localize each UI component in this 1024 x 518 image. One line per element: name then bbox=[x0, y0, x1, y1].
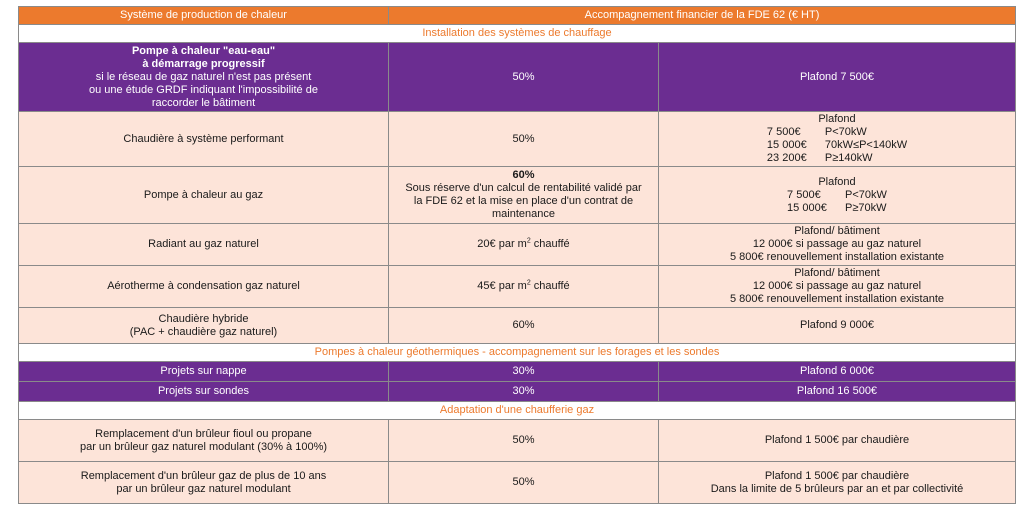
sondes-cap: Plafond 16 500€ bbox=[659, 382, 1016, 402]
section-adapt-row bbox=[19, 402, 1016, 420]
chaudiere-cap-l2-b: 70kW≤P<140kW bbox=[824, 139, 908, 151]
pac-gaz-cap bbox=[659, 167, 1016, 224]
chaudiere-cap-l1-a: 7 500€ bbox=[766, 126, 801, 138]
sondes-rate: 30% bbox=[389, 382, 659, 402]
aerotherme-cap bbox=[659, 266, 1016, 308]
aerotherme-cap-l3: 5 800€ renouvellement installation existante bbox=[729, 293, 945, 305]
hybride-name bbox=[19, 308, 389, 344]
table-row-pac-gaz bbox=[19, 167, 1016, 224]
hybride-cap: Plafond 9 000€ bbox=[659, 308, 1016, 344]
bruleur2-name-l1: Remplacement d'un brûleur gaz de plus de 10 ans bbox=[80, 469, 327, 482]
radiant-name: Radiant au gaz naturel bbox=[19, 224, 389, 266]
aerotherme-cap-l1: Plafond/ bâtiment bbox=[794, 267, 880, 279]
hybride-name-l2: (PAC + chaudière gaz naturel) bbox=[129, 325, 278, 338]
aerotherme-rate-b: chauffé bbox=[530, 280, 570, 292]
hybride-name-l1: Chaudière hybride bbox=[158, 312, 249, 325]
bruleur2-name bbox=[19, 462, 389, 504]
pac-gaz-rate-l4: maintenance bbox=[492, 208, 555, 220]
pac-eau-name-l5: raccorder le bâtiment bbox=[151, 96, 256, 109]
pac-eau-name-l1: Pompe à chaleur "eau-eau" bbox=[131, 44, 276, 57]
pac-gaz-cap-l2-b: P≥70kW bbox=[845, 201, 887, 214]
bruleur1-cap: Plafond 1 500€ par chaudière bbox=[659, 420, 1016, 462]
radiant-rate bbox=[389, 224, 659, 266]
funding-table bbox=[18, 6, 1016, 504]
table-row-bruleur1 bbox=[19, 420, 1016, 462]
pac-eau-rate: 50% bbox=[389, 43, 659, 112]
pac-eau-name-l4: ou une étude GRDF indiquant l'impossibilité de bbox=[89, 83, 318, 96]
section-geo-title: Pompes à chaleur géothermiques - accompagnement sur les forages et les sondes bbox=[19, 344, 1016, 362]
table-header-row bbox=[19, 7, 1016, 25]
radiant-cap-l2: 12 000€ si passage au gaz naturel bbox=[752, 238, 922, 250]
radiant-cap-l1: Plafond/ bâtiment bbox=[794, 225, 880, 237]
section-adapt-title: Adaptation d'une chaufferie gaz bbox=[19, 402, 1016, 420]
pac-gaz-rate bbox=[389, 167, 659, 224]
pac-gaz-cap-list bbox=[787, 189, 887, 215]
aerotherme-rate bbox=[389, 266, 659, 308]
chaudiere-cap-l3-a: 23 200€ bbox=[766, 152, 807, 164]
pac-eau-name-l3: si le réseau de gaz naturel n'est pas présent bbox=[95, 70, 312, 83]
radiant-rate-sup: 2 bbox=[526, 237, 531, 245]
table-row-hybride bbox=[19, 308, 1016, 344]
chaudiere-cap-title: Plafond bbox=[818, 113, 856, 125]
sondes-name: Projets sur sondes bbox=[19, 382, 389, 402]
radiant-rate-a: 20€ par m bbox=[477, 238, 527, 250]
table-row-pac-eau bbox=[19, 43, 1016, 112]
chaudiere-name: Chaudière à système performant bbox=[19, 112, 389, 167]
aerotherme-rate-sup: 2 bbox=[526, 279, 531, 287]
nappe-cap: Plafond 6 000€ bbox=[659, 362, 1016, 382]
radiant-cap bbox=[659, 224, 1016, 266]
pac-gaz-cap-l1-b: P<70kW bbox=[845, 188, 887, 201]
aerotherme-name: Aérotherme à condensation gaz naturel bbox=[19, 266, 389, 308]
bruleur2-name-l2: par un brûleur gaz naturel modulant bbox=[116, 482, 291, 495]
aerotherme-rate-a: 45€ par m bbox=[477, 280, 527, 292]
pac-gaz-cap-title: Plafond bbox=[818, 175, 856, 188]
chaudiere-cap-l1-b: P<70kW bbox=[824, 126, 867, 138]
table-row-bruleur2 bbox=[19, 462, 1016, 504]
pac-gaz-name: Pompe à chaleur au gaz bbox=[19, 167, 389, 224]
section-geo-row bbox=[19, 344, 1016, 362]
pac-gaz-cap-l2-a: 15 000€ bbox=[787, 201, 827, 214]
pac-gaz-rate-l3: la FDE 62 et la mise en place d'un contrat de bbox=[413, 195, 634, 207]
pac-eau-name-l2: à démarrage progressif bbox=[142, 57, 265, 70]
pac-eau-name bbox=[19, 43, 389, 112]
section-install-title: Installation des systèmes de chauffage bbox=[19, 25, 1016, 43]
bruleur1-name-l1: Remplacement d'un brûleur fioul ou propane bbox=[95, 427, 312, 440]
table-row-nappe bbox=[19, 362, 1016, 382]
header-system: Système de production de chaleur bbox=[19, 7, 389, 25]
bruleur2-cap-l2: Dans la limite de 5 brûleurs par an et par collectivité bbox=[710, 482, 964, 495]
table-row-chaudiere bbox=[19, 112, 1016, 167]
chaudiere-rate: 50% bbox=[389, 112, 659, 167]
bruleur1-rate: 50% bbox=[389, 420, 659, 462]
chaudiere-cap bbox=[659, 112, 1016, 167]
pac-eau-cap: Plafond 7 500€ bbox=[659, 43, 1016, 112]
table-row-sondes bbox=[19, 382, 1016, 402]
pac-gaz-cap-l1-a: 7 500€ bbox=[787, 188, 821, 201]
hybride-rate: 60% bbox=[389, 308, 659, 344]
pac-gaz-rate-value: 60% bbox=[512, 169, 535, 181]
chaudiere-cap-l3-b: P≥140kW bbox=[824, 152, 873, 164]
table-row-aerotherme bbox=[19, 266, 1016, 308]
bruleur2-cap bbox=[659, 462, 1016, 504]
chaudiere-cap-l2-a: 15 000€ bbox=[766, 139, 807, 151]
radiant-rate-b: chauffé bbox=[530, 238, 570, 250]
aerotherme-cap-l2: 12 000€ si passage au gaz naturel bbox=[752, 280, 922, 292]
nappe-rate: 30% bbox=[389, 362, 659, 382]
chaudiere-cap-list bbox=[767, 126, 907, 165]
header-funding: Accompagnement financier de la FDE 62 (€ HT) bbox=[389, 7, 1016, 25]
table-row-radiant bbox=[19, 224, 1016, 266]
nappe-name: Projets sur nappe bbox=[19, 362, 389, 382]
section-install-row bbox=[19, 25, 1016, 43]
bruleur2-rate: 50% bbox=[389, 462, 659, 504]
bruleur2-cap-l1: Plafond 1 500€ par chaudière bbox=[764, 469, 910, 482]
bruleur1-name bbox=[19, 420, 389, 462]
bruleur1-name-l2: par un brûleur gaz naturel modulant (30% à 100%) bbox=[79, 440, 328, 453]
pac-gaz-rate-l2: Sous réserve d'un calcul de rentabilité validé par bbox=[405, 182, 642, 194]
radiant-cap-l3: 5 800€ renouvellement installation existante bbox=[729, 251, 945, 263]
